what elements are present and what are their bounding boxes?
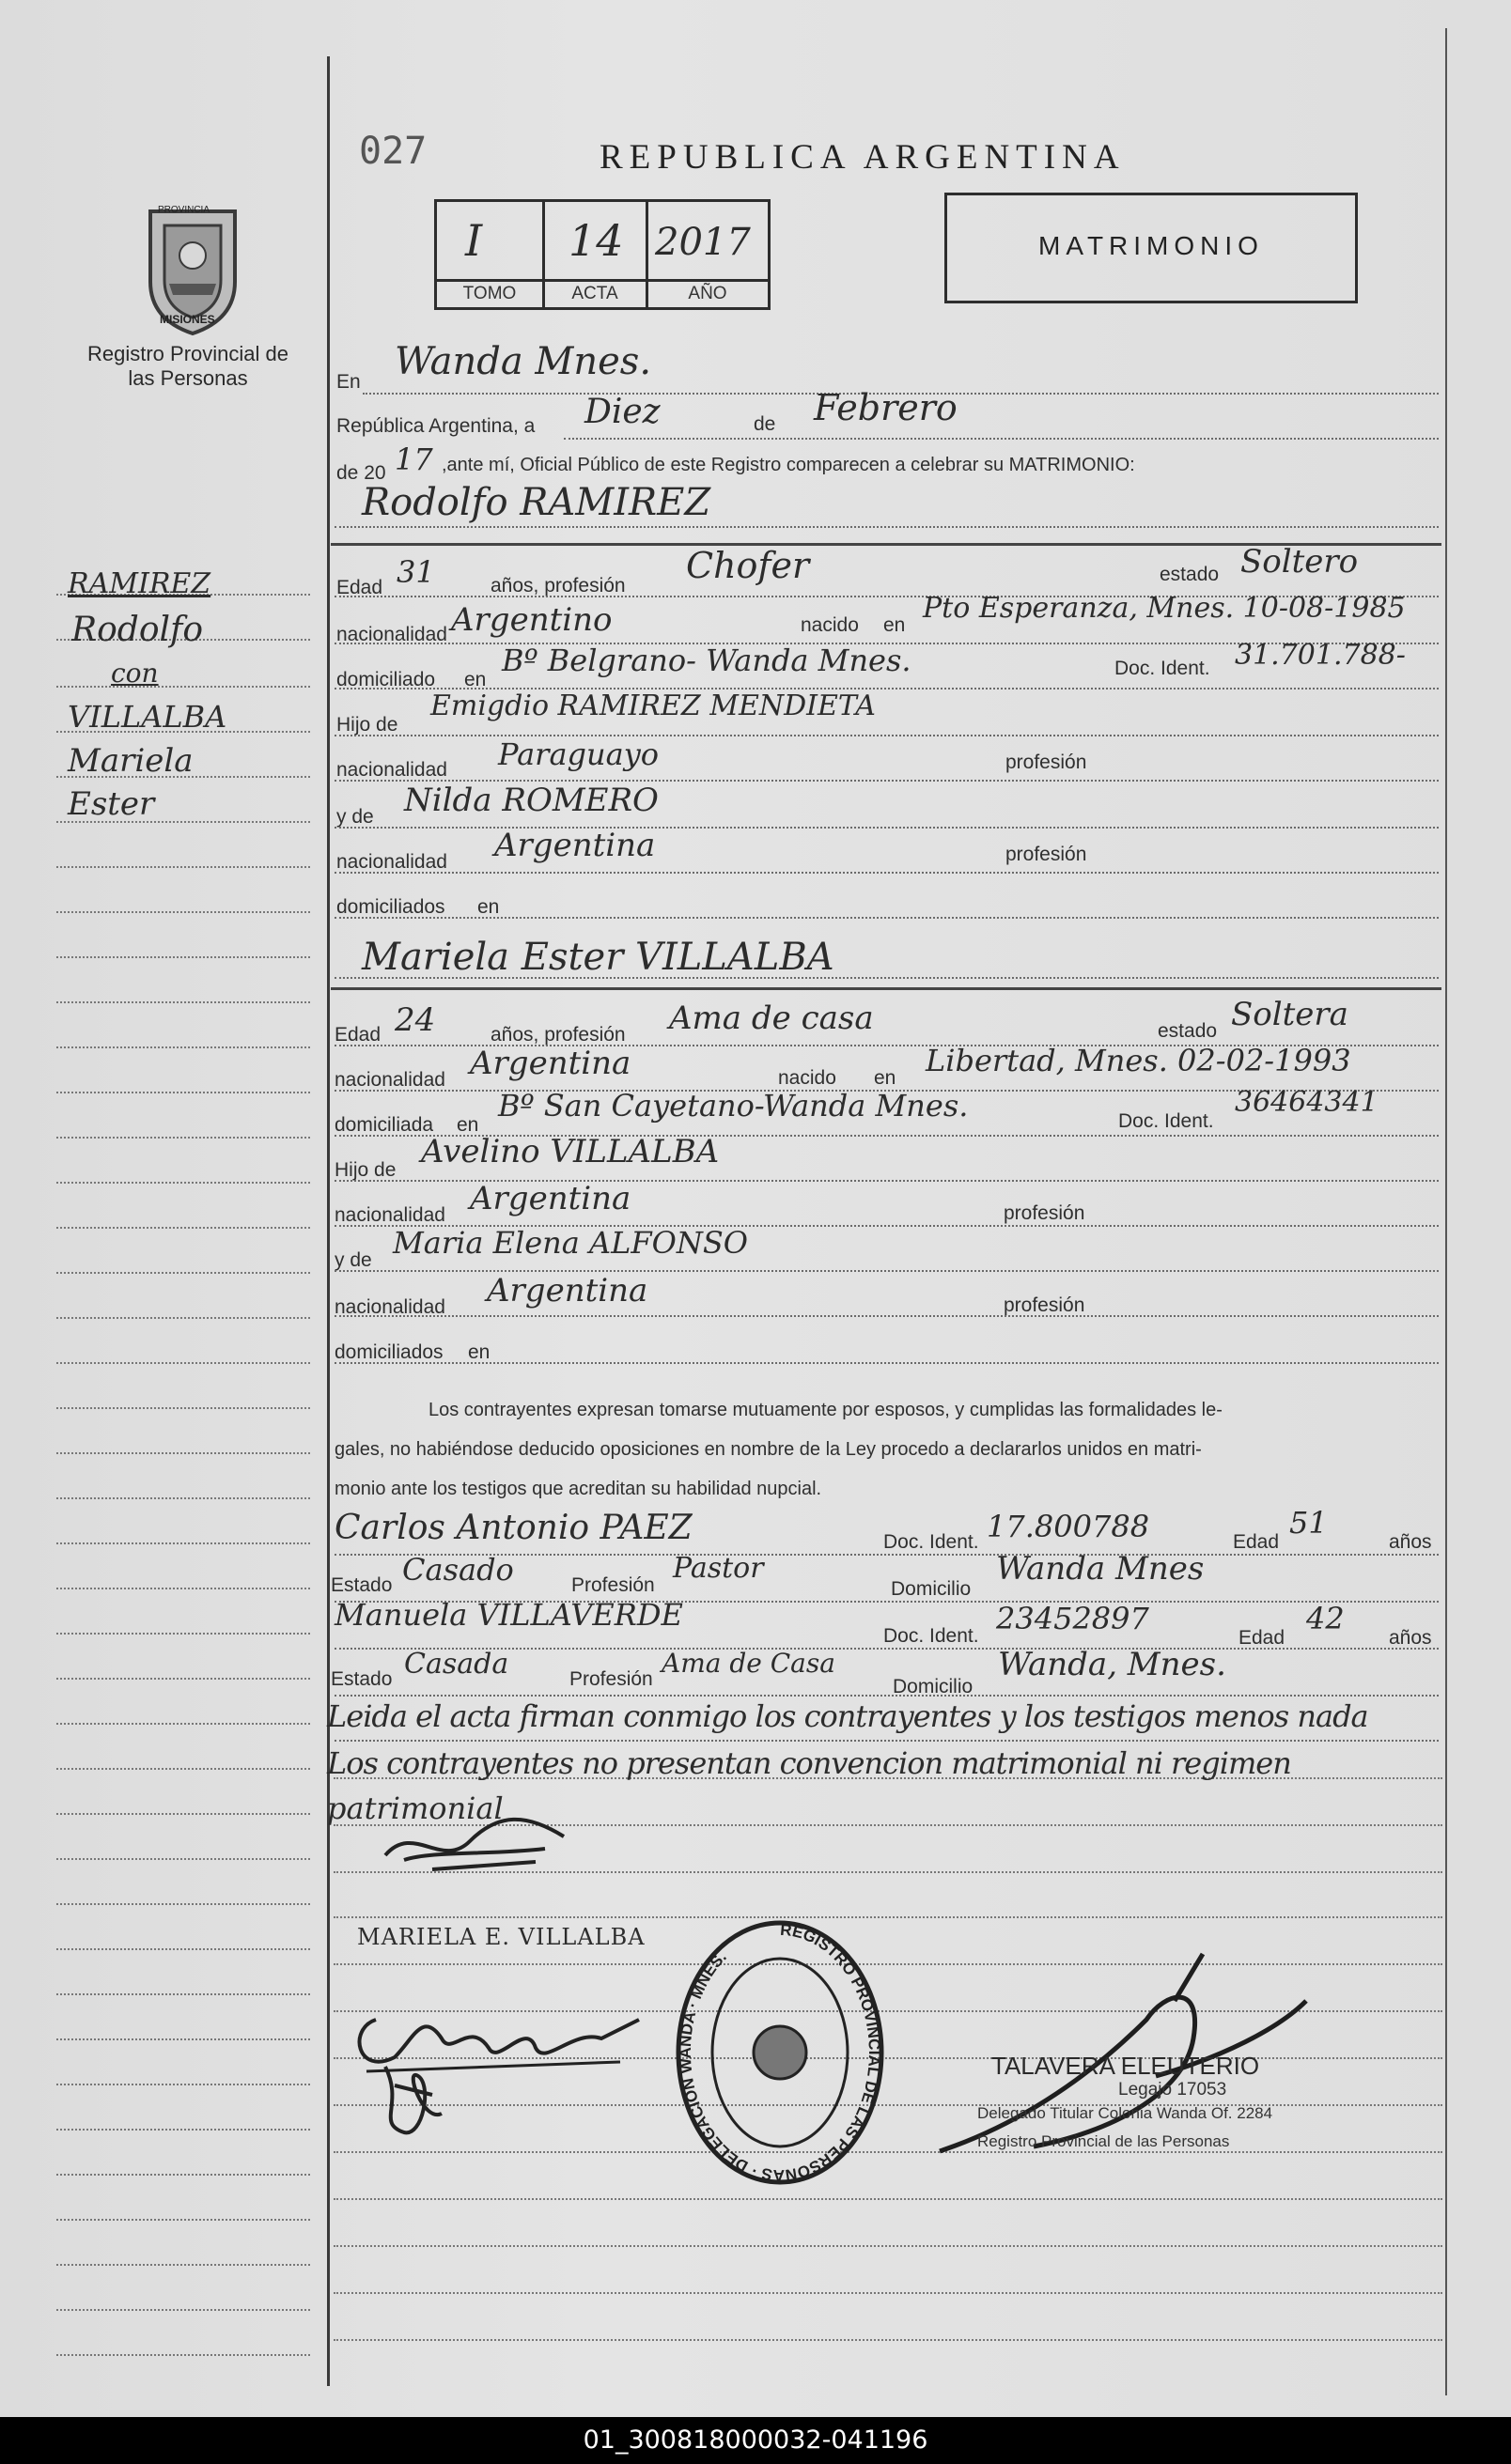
groom-yde-label: y de xyxy=(336,806,374,828)
note-line: Leida el acta firman conmigo los contrayentes y los testigos menos nada xyxy=(327,1698,1368,1734)
bride-estado: Soltera xyxy=(1231,996,1348,1033)
seal-top-text: PROVINCIA xyxy=(158,205,210,215)
witness1-estado: Casado xyxy=(402,1552,514,1588)
country-title: REPUBLICA ARGENTINA xyxy=(600,138,1126,177)
bride-hijo-label: Hijo de xyxy=(335,1159,397,1181)
margin-divider xyxy=(327,56,330,2386)
registry-name: Registro Provincial de las Personas xyxy=(87,342,288,390)
groom-en-label: en xyxy=(883,614,906,636)
bride-domiciliados-en: en xyxy=(468,1341,491,1363)
declaration-line: monio ante los testigos que acreditan su habilidad nupcial. xyxy=(335,1479,822,1499)
bride-estado-label: estado xyxy=(1158,1020,1218,1042)
bride-domiciliados-label: domiciliados xyxy=(335,1341,444,1363)
bride-doc: 36464341 xyxy=(1235,1086,1379,1119)
margin-note-line: VILLALBA xyxy=(68,699,227,735)
acta-value: 14 xyxy=(569,215,624,266)
witness2-estado-label: Estado xyxy=(331,1668,393,1690)
de-label: de xyxy=(754,413,776,435)
bride-signature-print: MARIELA E. VILLALBA xyxy=(357,1924,646,1950)
margin-note-line: Rodolfo xyxy=(71,611,204,649)
bride-padre-nac: Argentina xyxy=(470,1180,631,1217)
witness2-edad: 42 xyxy=(1306,1601,1345,1636)
marriage-month: Febrero xyxy=(814,387,958,428)
groom-name: Rodolfo RAMIREZ xyxy=(362,481,711,524)
anio-value: 2017 xyxy=(655,221,751,264)
bride-nacionalidad: Argentina xyxy=(470,1045,631,1082)
bride-madre-nac: Argentina xyxy=(487,1272,648,1309)
act-type-box xyxy=(944,193,1358,303)
marriage-day: Diez xyxy=(584,393,661,431)
groom-hijo-label: Hijo de xyxy=(336,714,398,736)
officer-name: TALAVERA ELEUTERIO xyxy=(991,2052,1260,2080)
acta-label: ACTA xyxy=(571,284,618,303)
witness2-doc-label: Doc. Ident. xyxy=(883,1625,979,1647)
witness2-dom-label: Domicilio xyxy=(893,1676,974,1697)
witness1-anos: años xyxy=(1389,1531,1432,1553)
groom-estado-label: estado xyxy=(1160,564,1220,585)
witness1-dom-label: Domicilio xyxy=(891,1578,972,1600)
groom-domiciliados-en: en xyxy=(477,896,500,918)
margin-note-line: Mariela xyxy=(68,742,194,780)
anio-label: AÑO xyxy=(688,284,727,303)
witness1-doc: 17.800788 xyxy=(987,1509,1150,1544)
officer-office: Registro Provincial de las Personas xyxy=(977,2132,1230,2150)
witness1-name: Carlos Antonio PAEZ xyxy=(335,1509,693,1547)
witness1-prof-label: Profesión xyxy=(571,1574,655,1596)
witness1-edad: 51 xyxy=(1289,1505,1328,1541)
groom-doc: 31.701.788- xyxy=(1235,639,1406,672)
declaration-text xyxy=(335,1390,1434,1509)
witness1-profesion: Pastor xyxy=(673,1552,764,1585)
marriage-place: Wanda Mnes. xyxy=(395,340,652,383)
declaration-line: Los contrayentes expresan tomarse mutuamente por esposos, y cumplidas las formalidades le- xyxy=(428,1400,1223,1420)
stamp-ring-text: REGISTRO PROVINCIAL DE LAS PERSONAS · DELEGACION WANDA · MNES. xyxy=(676,1920,884,2185)
groom-madre-prof-label: profesión xyxy=(1005,844,1087,865)
bride-dom-label: domiciliada xyxy=(335,1114,434,1136)
margin-note-line: Ester xyxy=(68,785,155,823)
bride-profesion: Ama de casa xyxy=(669,1000,874,1037)
republica-label: República Argentina, a xyxy=(336,415,536,437)
groom-profesion: Chofer xyxy=(686,545,810,586)
groom-padre-nac: Paraguayo xyxy=(498,736,660,772)
page-number: 027 xyxy=(359,130,428,173)
bride-en-label: en xyxy=(874,1067,896,1089)
groom-edad: 31 xyxy=(397,554,435,590)
groom-padre-prof-label: profesión xyxy=(1005,752,1087,773)
officer-role: Delegado Titular Colonia Wanda Of. 2284 xyxy=(977,2104,1273,2122)
groom-madre: Nilda ROMERO xyxy=(404,782,659,819)
witness1-domicilio: Wanda Mnes xyxy=(996,1550,1205,1588)
tomo-label: TOMO xyxy=(462,284,517,303)
intro-text: ,ante mí, Oficial Público de este Registro comparecen a celebrar su MATRIMONIO: xyxy=(442,455,1135,475)
witness2-estado: Casada xyxy=(404,1648,509,1681)
margin-note-line: RAMIREZ xyxy=(68,567,211,600)
groom-madre-nac-label: nacionalidad xyxy=(336,851,447,873)
officer-legajo: Legajo 17053 xyxy=(1118,2080,1227,2100)
bride-nacido-label: nacido xyxy=(778,1067,836,1089)
bride-doc-label: Doc. Ident. xyxy=(1118,1110,1214,1132)
bride-padre: Avelino VILLALBA xyxy=(421,1133,720,1170)
groom-padre-nac-label: nacionalidad xyxy=(336,759,447,781)
right-edge xyxy=(1445,28,1447,2395)
bride-name: Mariela Ester VILLALBA xyxy=(362,936,834,979)
groom-nac-label: nacionalidad xyxy=(336,624,447,645)
groom-madre-nac: Argentina xyxy=(494,827,656,864)
witness2-edad-label: Edad xyxy=(1238,1627,1285,1649)
bride-padre-prof-label: profesión xyxy=(1004,1202,1085,1224)
bride-madre-prof-label: profesión xyxy=(1004,1294,1085,1316)
file-id-footer: 01_300818000032-041196 xyxy=(0,2417,1511,2464)
witness2-profesion: Ama de Casa xyxy=(662,1648,835,1679)
groom-nacido-label: nacido xyxy=(801,614,859,636)
groom-nacido-en: Pto Esperanza, Mnes. 10-08-1985 xyxy=(923,592,1406,625)
groom-nacionalidad: Argentino xyxy=(451,601,613,639)
groom-doc-label: Doc. Ident. xyxy=(1114,658,1210,679)
bride-section-divider xyxy=(331,987,1441,990)
groom-anos-label: años, profesión xyxy=(491,575,626,597)
witness1-doc-label: Doc. Ident. xyxy=(883,1531,979,1553)
bride-dom-en: en xyxy=(457,1114,479,1136)
bride-edad: 24 xyxy=(395,1001,436,1039)
bride-nacido-en: Libertad, Mnes. 02-02-1993 xyxy=(926,1043,1351,1078)
year-prefix: de 20 xyxy=(336,462,386,484)
witness2-name: Manuela VILLAVERDE xyxy=(335,1597,683,1633)
witness2-prof-label: Profesión xyxy=(569,1668,653,1690)
groom-dom-label: domiciliado xyxy=(336,669,436,690)
bride-madre-nac-label: nacionalidad xyxy=(335,1296,445,1318)
witness2-signature xyxy=(366,2048,460,2151)
witness2-doc: 23452897 xyxy=(996,1601,1149,1636)
official-stamp xyxy=(672,1916,888,2189)
record-reference-box xyxy=(434,199,771,310)
margin-note-line: con xyxy=(111,658,159,689)
seal-bottom-text: MISIONES xyxy=(160,313,215,326)
marriage-year-suffix: 17 xyxy=(395,442,433,477)
groom-domicilio: Bº Belgrano- Wanda Mnes. xyxy=(502,643,911,678)
bride-domicilio: Bº San Cayetano-Wanda Mnes. xyxy=(498,1088,969,1124)
groom-padre: Emigdio RAMIREZ MENDIETA xyxy=(430,690,876,722)
groom-dom-en: en xyxy=(464,669,487,690)
bride-anos-label: años, profesión xyxy=(491,1024,626,1046)
bride-yde-label: y de xyxy=(335,1249,372,1271)
tomo-value: I xyxy=(465,215,483,266)
witness1-estado-label: Estado xyxy=(331,1574,393,1596)
bride-edad-label: Edad xyxy=(335,1024,382,1046)
bride-madre: Maria Elena ALFONSO xyxy=(393,1225,748,1261)
bride-nac-label: nacionalidad xyxy=(335,1069,445,1091)
groom-domiciliados-label: domiciliados xyxy=(336,896,445,918)
groom-estado: Soltero xyxy=(1240,543,1359,581)
act-type: MATRIMONIO xyxy=(1038,231,1264,260)
en-label: En xyxy=(336,371,361,393)
declaration-line: gales, no habiéndose deducido oposiciones en nombre de la Ley procedo a declararlos unidos en matri- xyxy=(335,1439,1202,1460)
bride-padre-nac-label: nacionalidad xyxy=(335,1204,445,1226)
witness1-edad-label: Edad xyxy=(1233,1531,1280,1553)
groom-signature xyxy=(376,1804,592,1879)
note-line: patrimonial xyxy=(327,1790,504,1826)
witness2-anos: años xyxy=(1389,1627,1432,1649)
groom-edad-label: Edad xyxy=(336,577,383,598)
note-line: Los contrayentes no presentan convencion matrimonial ni regimen xyxy=(327,1745,1291,1781)
witness2-domicilio: Wanda, Mnes. xyxy=(998,1646,1226,1683)
